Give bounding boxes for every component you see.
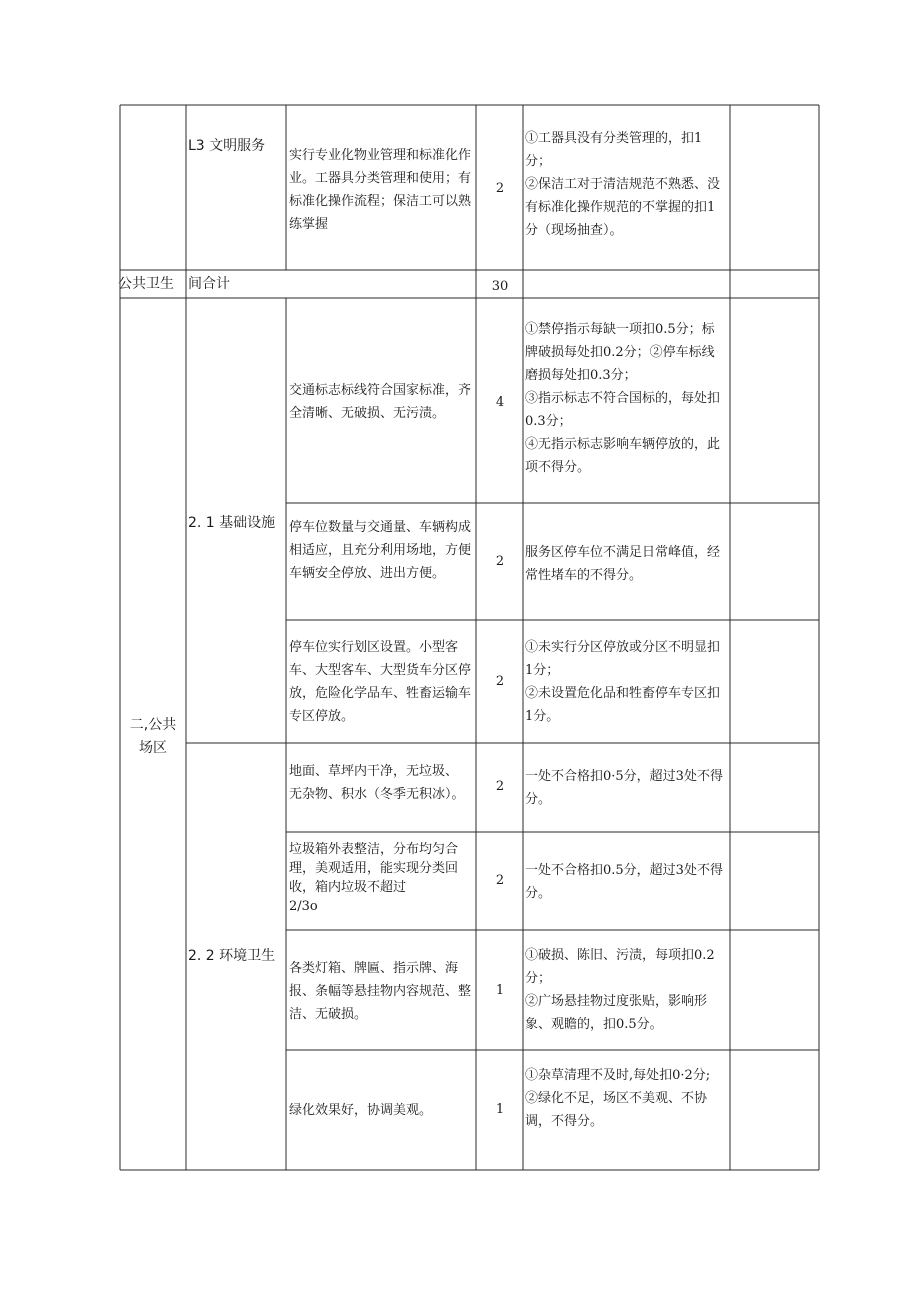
score-value: 2 xyxy=(495,674,505,689)
score-value: 2 xyxy=(495,873,505,888)
criteria-text: ①破损、陈旧、污渍，每项扣0.2分； ②广场悬挂物过度张贴，影响形象、观瞻的，扣0.5分。 xyxy=(525,948,715,1032)
standard-text: 交通标志标线符合国家标准，齐全清晰、无破损、无污渍。 xyxy=(289,383,472,421)
criteria-text: ①工器具没有分类管理的，扣1分； ②保洁工对于清洁规范不熟悉、没有标准化操作规范的不掌握的扣1分（现场抽查）。 xyxy=(525,131,721,238)
score-value: 1 xyxy=(495,983,505,998)
score-value: 4 xyxy=(495,395,505,410)
score-value: 1 xyxy=(495,1102,505,1117)
subtotal-label-a: 公共卫生 xyxy=(118,276,174,292)
sub-item-environment: 2. 2 环境卫生 xyxy=(188,948,276,964)
subtotal-label-b: 间合计 xyxy=(188,276,230,292)
category-public-area: 二,公共 场区 xyxy=(129,717,177,756)
standard-text: 地面、草坪内干净，无垃圾、无杂物、积水（冬季无积冰）。 xyxy=(289,764,465,802)
standard-text: 停车位实行划区设置。小型客车、大型客车、大型货车分区停放，危险化学品车、牲畜运输车专区停放。 xyxy=(289,640,472,724)
criteria-text: ①杂草清理不及时,每处扣0·2分; ②绿化不足，场区不美观、不协调，不得分。 xyxy=(525,1068,711,1129)
standard-text: 实行专业化物业管理和标准化作业。工器具分类管理和使用；有标准化操作流程；保洁工可以熟练掌握 xyxy=(289,148,472,232)
standard-text: 垃圾箱外表整洁，分布均匀合理，美观适用，能实现分类回收，箱内垃圾不超过 2/3o xyxy=(289,842,459,914)
score-value: 2 xyxy=(495,779,505,794)
criteria-text: 一处不合格扣0.5分，超过3处不得分。 xyxy=(525,863,723,901)
score-value: 2 xyxy=(495,554,505,569)
standard-text: 绿化效果好，协调美观。 xyxy=(289,1103,433,1118)
subtotal-score: 30 xyxy=(491,279,509,294)
standard-text: 停车位数量与交通量、车辆构成相适应，且充分利用场地，方便车辆安全停放、进出方便。 xyxy=(289,520,472,581)
sub-item-infrastructure: 2. 1 基础设施 xyxy=(188,515,276,531)
sub-item-civil-service: L3 文明服务 xyxy=(188,138,266,154)
criteria-text: ①禁停指示每缺一项扣0.5分；标牌破损每处扣0.2分；②停车标线磨损每处扣0.3分； ③指示标志不符合国标的，每处扣0.3分； ④无指示标志影响车辆停放的，此项不得分。 xyxy=(525,322,721,475)
standard-text: 各类灯箱、牌匾、指示牌、海报、条幅等悬挂物内容规范、整洁、无破损。 xyxy=(289,961,472,1022)
criteria-text: 服务区停车位不满足日常峰值，经常性堵车的不得分。 xyxy=(525,545,721,583)
criteria-text: ①未实行分区停放或分区不明显扣1分； ②未设置危化品和牲畜停车专区扣1分。 xyxy=(525,640,721,724)
score-value: 2 xyxy=(495,181,505,196)
criteria-text: 一处不合格扣0·5分，超过3处不得分。 xyxy=(525,769,723,807)
